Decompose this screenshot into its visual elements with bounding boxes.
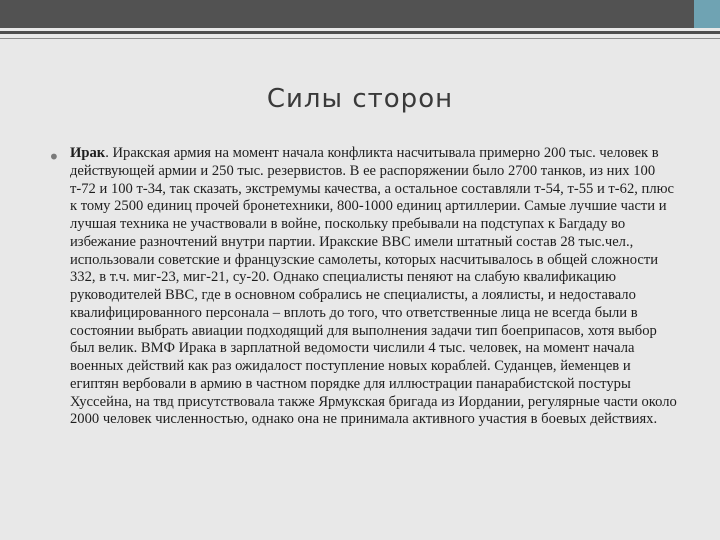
header-rule-thick: [0, 31, 720, 34]
bullet-paragraph: [70, 145, 682, 429]
header-accent-block: [694, 0, 720, 28]
header-bar: [0, 0, 720, 28]
slide-title: Силы сторон: [266, 84, 454, 114]
bullet-text: . Иракская армия на момент начала конфликта насчитывала примерно 200 тыс. человек в действующей армии и 250 тыс. резервистов. В ее распоряжении было 2700 танков, из них 100 т-72 и 100 т-34, так сказать, экстремумы качества, а остальное составляли т-54, т-55 и т-62, плюс к тому 2500 единиц прочей бронетехники, 800-1000 единиц артиллерии. Самые лучшие части и лучшая техника не участвовали в войне, поскольку пребывали на подступах к Багдаду во избежание разночтений внутри партии. Иракские ВВС имели штатный состав 28 тыс.чел., использовали советские и французские самолеты, которых насчитывалось в общей сложности 332, в т.ч. миг-23, миг-21, су-20. Однако специалисты пеняют на слабую квалификацию руководителей ВВС, где в основном собрались не специалисты, а лоялисты, и недоставало квалифицированного персонала – вплоть до того, что ответственные лица не всегда были в состоянии выбрать авиации подходящий для выполнения задачи тип боеприпасов, хотя выбор был велик. ВМФ Ирака в зарплатной ведомости числили 4 тыс. человек, на момент начала военных действий как раз ожидалост поступление новых кораблей. Суданцев, йеменцев и египтян вербовали в армию в частном порядке для иллюстрации панарабистской постуры Хуссейна, на твд присутствовала также Ярмукская бригада из Иордании, регулярные части около 2000 человек численностью, однако она не принимала активного участия в боевых действиях.: [70, 145, 677, 428]
bullet-lead: Ирак: [70, 145, 106, 161]
header-rule-thin: [0, 38, 720, 39]
bullet-icon: •: [48, 145, 60, 169]
